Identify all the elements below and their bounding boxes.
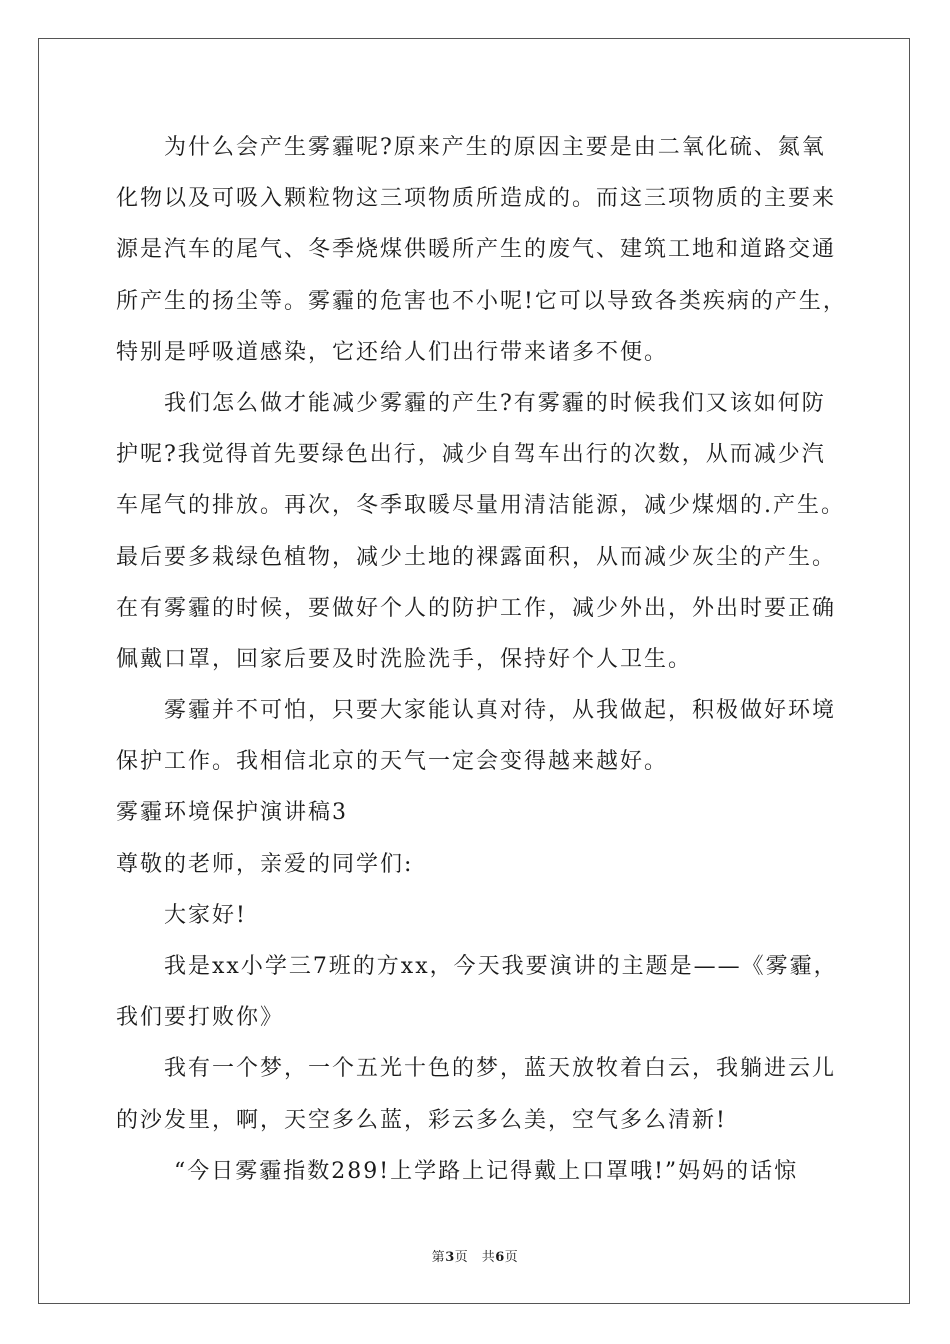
document-body xyxy=(116,122,856,1197)
text-line: 我们要打败你》 xyxy=(116,1005,285,1031)
text-line: 我们怎么做才能减少雾霾的产生?有雾霾的时候我们又该如何防 xyxy=(164,390,826,416)
text-line: 护呢?我觉得首先要绿色出行，减少自驾车出行的次数，从而减少汽 xyxy=(116,442,826,468)
page-suffix: 页 xyxy=(504,1250,519,1265)
page-total-number: 6 xyxy=(495,1250,505,1265)
page-mid: 页 共 xyxy=(454,1250,496,1265)
text-line: 在有雾霾的时候，要做好个人的防护工作，减少外出，外出时要正确 xyxy=(116,595,837,621)
text-line: 我有一个梦，一个五光十色的梦，蓝天放牧着白云，我躺进云儿 xyxy=(164,1056,837,1082)
salutation: 尊敬的老师，亲爱的同学们: xyxy=(116,851,414,877)
text-line: 最后要多栽绿色植物，减少土地的裸露面积，从而减少灰尘的产生。 xyxy=(116,544,837,570)
text-line: 为什么会产生雾霾呢?原来产生的原因主要是由二氧化硫、氮氧 xyxy=(164,135,826,160)
page-prefix: 第 xyxy=(431,1250,446,1265)
text-line: 的沙发里，啊，天空多么蓝，彩云多么美，空气多么清新! xyxy=(116,1107,727,1133)
text-line: 化物以及可吸入颗粒物这三项物质所造成的。而这三项物质的主要来 xyxy=(116,186,837,212)
text-line: 特别是呼吸道感染，它还给人们出行带来诸多不便。 xyxy=(116,339,669,365)
text-line: 雾霾并不可怕，只要大家能认真对待，从我做起，积极做好环境 xyxy=(164,698,837,724)
text-line: 佩戴口罩，回家后要及时洗脸洗手，保持好个人卫生。 xyxy=(116,646,693,672)
section-heading: 雾霾环境保护演讲稿3 xyxy=(116,800,348,826)
page-current-number: 3 xyxy=(445,1250,455,1265)
text-line: 我是xx小学三7班的方xx，今天我要演讲的主题是——《雾霾， xyxy=(164,954,838,979)
greeting: 大家好! xyxy=(164,902,247,928)
text-line: 车尾气的排放。再次，冬季取暖尽量用清洁能源，减少煤烟的.产生。 xyxy=(116,493,845,519)
text-line: 源是汽车的尾气、冬季烧煤供暖所产生的废气、建筑工地和道路交通 xyxy=(116,237,837,263)
text-line: 保护工作。我相信北京的天气一定会变得越来越好。 xyxy=(116,749,669,775)
text-line: 所产生的扬尘等。雾霾的危害也不小呢!它可以导致各类疾病的产生， xyxy=(116,288,847,314)
page-footer xyxy=(0,1246,950,1265)
text-line: “今日雾霾指数289!上学路上记得戴上口罩哦!”妈妈的话惊 xyxy=(174,1158,799,1184)
